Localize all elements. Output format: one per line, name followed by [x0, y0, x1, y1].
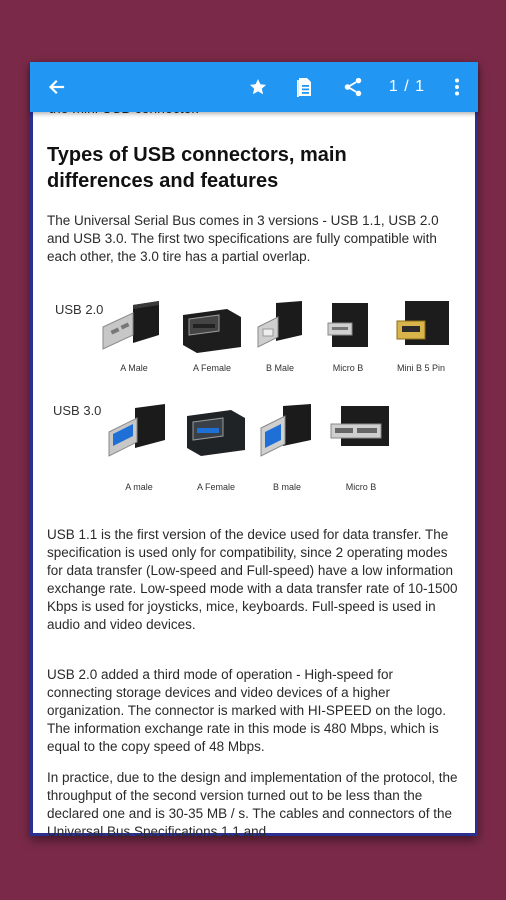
- usb-a-male-image: [99, 297, 169, 357]
- usb3-a-male: [105, 402, 173, 494]
- usb3-micro-b: [327, 402, 395, 494]
- connector-caption: A Female: [196, 482, 236, 492]
- connector-caption: A Female: [192, 363, 232, 373]
- usb2-a-male: [99, 297, 169, 375]
- article-content: [47, 112, 459, 839]
- more-options-button[interactable]: [444, 62, 470, 112]
- more-vert-icon: [454, 78, 460, 96]
- usb3-b-male: [257, 402, 317, 494]
- usb3-a-male-image: [105, 402, 173, 464]
- connector-caption: A male: [125, 482, 153, 492]
- usb2-a-female: [181, 297, 243, 375]
- usb2-micro-b: [322, 297, 374, 375]
- usb2-b-male: [252, 297, 308, 375]
- paragraph-usb20: USB 2.0 added a third mode of operation - High-speed for connecting storage devices and video devices of a higher organization. The connector is marked with HI-SPEED on the logo. The information exchange rate in this mode is 480 Mbps, which is equal to the copy speed of 48 Mbps.: [47, 667, 446, 754]
- connector-caption: A Male: [120, 363, 148, 373]
- document-button[interactable]: [290, 62, 320, 112]
- share-button[interactable]: [337, 62, 369, 112]
- usb-b-male-image: [252, 297, 308, 357]
- connector-caption: Micro B: [332, 363, 364, 373]
- usb3-label: USB 3.0: [53, 403, 102, 418]
- arrow-back-icon: [47, 78, 65, 96]
- paragraph-practice: In practice, due to the design and implementation of the protocol, the throughput of the second version turned out to be less than the declared one and is 30-35 MB / s. The cables and connectors of the Universal Bus Specifications 1.1 and: [47, 770, 458, 839]
- usb2-label: USB 2.0: [55, 302, 104, 317]
- usb3-a-female-image: [185, 402, 247, 464]
- document-icon: [296, 76, 314, 98]
- connector-caption: B male: [272, 482, 301, 492]
- usb3-b-male-image: [257, 402, 317, 464]
- usb3-a-female: [185, 402, 247, 494]
- connector-caption: Mini B 5 Pin: [396, 363, 446, 373]
- bookmark-button[interactable]: [242, 62, 274, 112]
- share-icon: [342, 76, 364, 98]
- usb-a-female-image: [181, 297, 243, 357]
- page-indicator: 1 / 1: [388, 78, 426, 95]
- paragraph-usb11: USB 1.1 is the first version of the device used for data transfer. The specification is used only for compatibility, since 2 operating modes for data transfer (Low-speed and Full-speed) have a low information exchange rate. Low-speed mode with a data transfer rate of 10-1500 Kbps is used for joysticks, mice, keyboards. Full-speed is used in audio and video devices.: [47, 527, 458, 632]
- usb-micro-b-image: [322, 297, 374, 357]
- article-title: Types of USB connectors, main differences and features: [47, 144, 347, 192]
- app-bar: [30, 62, 478, 112]
- intro-paragraph: The Universal Serial Bus comes in 3 versions - USB 1.1, USB 2.0 and USB 3.0. The first two specifications are fully compatible with each other, the 3.0 tire has a partial overlap.: [47, 213, 439, 264]
- usb2-mini-b-5pin: [387, 297, 455, 375]
- usb3-micro-b-image: [327, 402, 395, 464]
- connector-caption: Micro B: [345, 482, 377, 492]
- star-icon: [248, 77, 268, 97]
- connector-caption: B Male: [265, 363, 294, 373]
- usb-mini-b-image: [387, 297, 455, 357]
- back-button[interactable]: [38, 62, 74, 112]
